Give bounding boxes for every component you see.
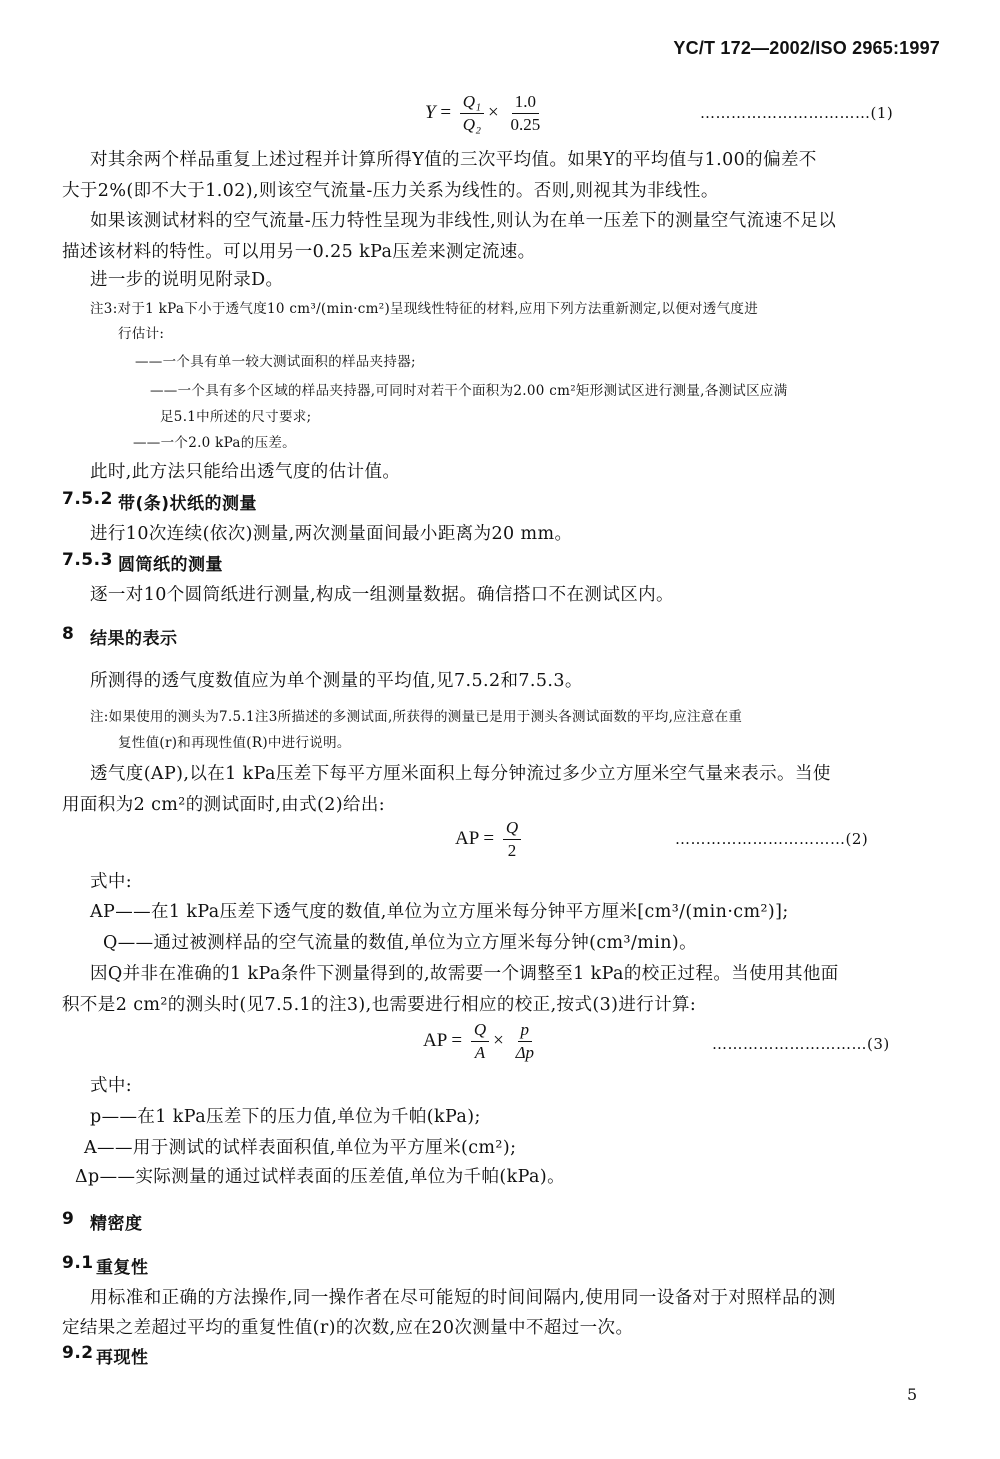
- section-7-5-3-number: 7.5.3: [62, 550, 113, 570]
- section-9-1-text-line2: 定结果之差超过平均的重复性值(r)的次数,应在20次测量中不超过一次。: [62, 1318, 634, 1338]
- eq2-num: Q: [505, 818, 519, 837]
- section-9-2-title: 再现性: [96, 1348, 149, 1368]
- section-7-5-2-text: 进行10次连续(依次)测量,两次测量面间最小距离为20 mm。: [90, 524, 573, 544]
- page-number: 5: [907, 1385, 918, 1404]
- section-8-title: 结果的表示: [90, 629, 178, 649]
- para2-line2: 描述该材料的特性。可以用另一0.25 kPa压差来测定流速。: [62, 242, 536, 262]
- equation-3: AP = $\frac{Q}{A}$ × $\frac{p}{\Delta p}$: [423, 1020, 541, 1063]
- where1-label: 式中:: [90, 872, 133, 892]
- para1-line2: 大于2%(即不大于1.02),则该空气流量-压力关系为线性的。否则,则视其为非线性。: [62, 181, 719, 201]
- equation-2-number: ……………………………(2): [675, 830, 869, 848]
- para2-line1: 如果该测试材料的空气流量-压力特性呈现为非线性,则认为在单一压差下的测量空气流速不足以: [90, 211, 837, 231]
- eq2-den: 2: [507, 841, 517, 860]
- section-9-1-title: 重复性: [96, 1258, 149, 1278]
- note3-line2: 行估计:: [118, 326, 165, 342]
- eq1-den2: 0.25: [510, 115, 541, 134]
- where2-label: 式中:: [90, 1076, 133, 1096]
- section-9-title: 精密度: [90, 1214, 143, 1234]
- eq2-fraction: [503, 818, 521, 861]
- eq1-den1: Q₂: [462, 115, 481, 134]
- para4: 此时,此方法只能给出透气度的估计值。: [90, 462, 401, 482]
- section-8-note-line1: 注:如果使用的测头为7.5.1注3所描述的多测试面,所获得的测量已是用于测头各测试面数的平均,应注意在重: [90, 709, 743, 725]
- equation-1: Y = $\frac{\text{Q₁}}{\text{Q₂}}$ × $\frac{1.0}{0.25}$: [425, 92, 547, 135]
- section-7-5-3-text: 逐一对10个圆筒纸进行测量,构成一组测量数据。确信搭口不在测试区内。: [90, 585, 674, 605]
- eq3-fraction-1: [471, 1020, 489, 1063]
- section-9-1-number: 9.1: [62, 1253, 94, 1273]
- section-8-text2-line1: 透气度(AP),以在1 kPa压差下每平方厘米面积上每分钟流过多少立方厘米空气量来表示。当使: [90, 764, 831, 784]
- where2-def-p: p——在1 kPa压差下的压力值,单位为千帕(kPa);: [90, 1107, 481, 1127]
- equation-2: AP = $\frac{Q}{2}$: [455, 818, 525, 861]
- equation-3-number: …………………………(3): [712, 1035, 890, 1053]
- para5-line2: 积不是2 cm²的测头时(见7.5.1的注3),也需要进行相应的校正,按式(3)进行计算:: [62, 995, 697, 1015]
- section-8-note-line2: 复性值(r)和再现性值(R)中进行说明。: [118, 735, 351, 751]
- eq3-num2: p: [520, 1020, 530, 1039]
- section-8-number: 8: [62, 624, 75, 644]
- eq3-den2: Δp: [515, 1043, 535, 1062]
- section-9-2-number: 9.2: [62, 1343, 94, 1363]
- para1-line1: 对其余两个样品重复上述过程并计算所得Y值的三次平均值。如果Y的平均值与1.00的偏差不: [90, 150, 817, 170]
- note3-line1: 注3:对于1 kPa下小于透气度10 cm³/(min·cm²)呈现线性特征的材料,应用下列方法重新测定,以便对透气度进: [90, 301, 759, 317]
- note3-item1: ——一个具有单一较大测试面积的样品夹持器;: [135, 354, 416, 370]
- eq3-num1: Q: [473, 1020, 487, 1039]
- section-8-text2-line2: 用面积为2 cm²的测试面时,由式(2)给出:: [62, 795, 386, 815]
- note3-item3: ——一个2.0 kPa的压差。: [133, 435, 296, 451]
- note3-item2-line2: 足5.1中所述的尺寸要求;: [160, 409, 312, 425]
- section-7-5-2-number: 7.5.2: [62, 489, 113, 509]
- section-9-number: 9: [62, 1209, 75, 1229]
- eq1-lhs: Y: [425, 101, 436, 123]
- para3: 进一步的说明见附录D。: [90, 270, 284, 290]
- document-code: YC/T 172—2002/ISO 2965:1997: [673, 38, 940, 58]
- eq2-lhs: AP: [455, 827, 479, 849]
- para5-line1: 因Q并非在准确的1 kPa条件下测量得到的,故需要一个调整至1 kPa的校正过程。当使用其他面: [90, 964, 839, 984]
- eq1-fraction-1: [460, 92, 484, 135]
- equation-1-number: ……………………………(1): [700, 104, 894, 122]
- where1-def-ap: AP——在1 kPa压差下透气度的数值,单位为立方厘米每分钟平方厘米[cm³/(min·cm²)];: [90, 902, 789, 922]
- section-7-5-2-title: 带(条)状纸的测量: [118, 494, 258, 514]
- where1-def-q: Q——通过被测样品的空气流量的数值,单位为立方厘米每分钟(cm³/min)。: [103, 933, 698, 953]
- eq3-lhs: AP: [423, 1029, 447, 1051]
- eq3-den1: A: [474, 1043, 486, 1062]
- section-7-5-3-title: 圆筒纸的测量: [118, 555, 223, 575]
- note3-item2-line1: ——一个具有多个区域的样品夹持器,可同时对若干个面积为2.00 cm²矩形测试区进行测量,各测试区应满: [150, 383, 788, 399]
- where2-def-delta-p: Δp——实际测量的通过试样表面的压差值,单位为千帕(kPa)。: [75, 1167, 565, 1187]
- eq1-num1: Q₁: [462, 92, 481, 111]
- where2-def-a: A——用于测试的试样表面积值,单位为平方厘米(cm²);: [84, 1138, 517, 1158]
- eq3-fraction-2: [513, 1020, 537, 1063]
- section-8-text1: 所测得的透气度数值应为单个测量的平均值,见7.5.2和7.5.3。: [90, 671, 583, 691]
- eq1-num2: 1.0: [512, 92, 539, 114]
- section-9-1-text-line1: 用标准和正确的方法操作,同一操作者在尽可能短的时间间隔内,使用同一设备对于对照样品的测: [90, 1288, 836, 1308]
- eq1-fraction-2: [507, 92, 543, 135]
